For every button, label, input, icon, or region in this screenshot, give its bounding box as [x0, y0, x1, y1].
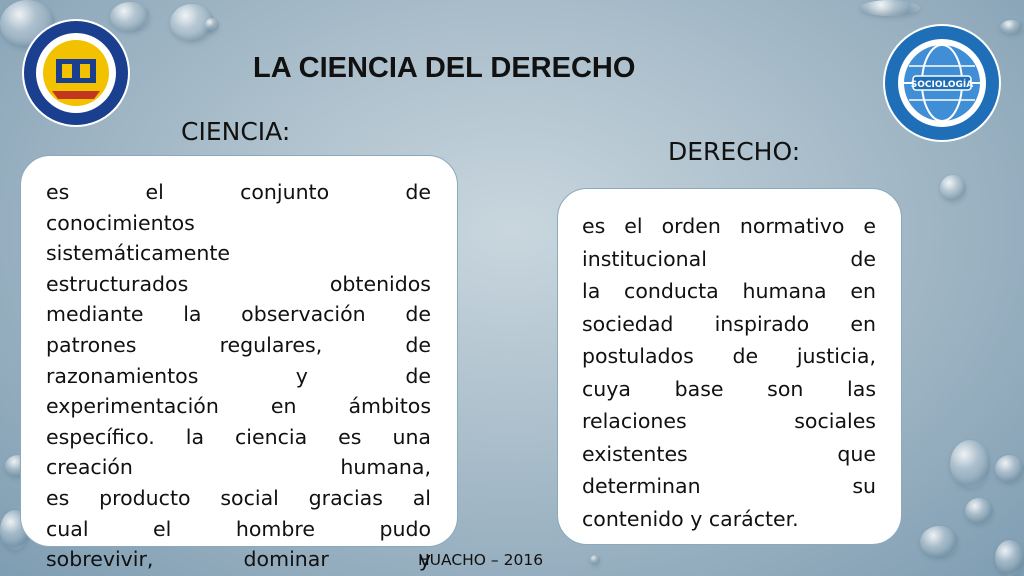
ciencia-line: patrones regulares, de [46, 332, 431, 357]
derecho-line: relaciones sociales [582, 409, 876, 433]
water-drop [995, 455, 1024, 483]
ciencia-line: sistemáticamente [46, 241, 231, 266]
water-drop [965, 498, 993, 524]
ciencia-line: cual el hombre pudo [46, 516, 431, 541]
water-drop [1000, 20, 1024, 34]
derecho-line: es el orden normativo e [582, 214, 876, 238]
ciencia-line: creación humana, [46, 455, 431, 480]
university-logo-left [22, 19, 130, 127]
derecho-line: cuya base son las [582, 376, 876, 401]
derecho-line: la conducta humana en [582, 279, 876, 303]
ciencia-line: específico. la ciencia es una [46, 424, 431, 449]
ciencia-line: sobrevivir, dominar y [46, 547, 431, 572]
ciencia-definition [46, 177, 431, 575]
university-crest-icon [22, 19, 130, 127]
ciencia-line: conocimientos [46, 210, 195, 235]
water-drop [940, 175, 966, 201]
ciencia-heading: CIENCIA: [181, 117, 291, 146]
derecho-line: institucional de [582, 246, 876, 271]
water-drop [920, 526, 958, 558]
derecho-line: postulados de justicia, [582, 344, 876, 368]
ciencia-line: estructurados obtenidos [46, 271, 431, 296]
ciencia-line: es producto social gracias al [46, 485, 431, 510]
derecho-line: contenido y carácter. [582, 506, 799, 531]
derecho-line: determinan su [582, 474, 876, 498]
sociology-logo-right [883, 24, 1001, 142]
derecho-definition [582, 210, 876, 535]
ciencia-line: experimentación en ámbitos [46, 394, 431, 419]
derecho-heading: DERECHO: [668, 137, 801, 166]
ciencia-line: razonamientos y de [46, 363, 431, 388]
water-drop [590, 555, 600, 565]
water-drop [995, 540, 1024, 576]
derecho-line: existentes que [582, 441, 876, 466]
slide-title: LA CIENCIA DEL DERECHO [253, 52, 636, 84]
derecho-line: sociedad inspirado en [582, 311, 876, 336]
water-drop [950, 440, 990, 488]
sociology-globe-icon [883, 24, 1001, 142]
footer-location-year: HUACHO – 2016 [418, 551, 544, 569]
ciencia-line: es el conjunto de [46, 180, 431, 204]
water-drop [860, 0, 920, 16]
water-drop [205, 18, 219, 32]
ciencia-line: mediante la observación de [46, 302, 431, 327]
logo-badge-text: SOCIOLOGÍA [910, 80, 974, 90]
